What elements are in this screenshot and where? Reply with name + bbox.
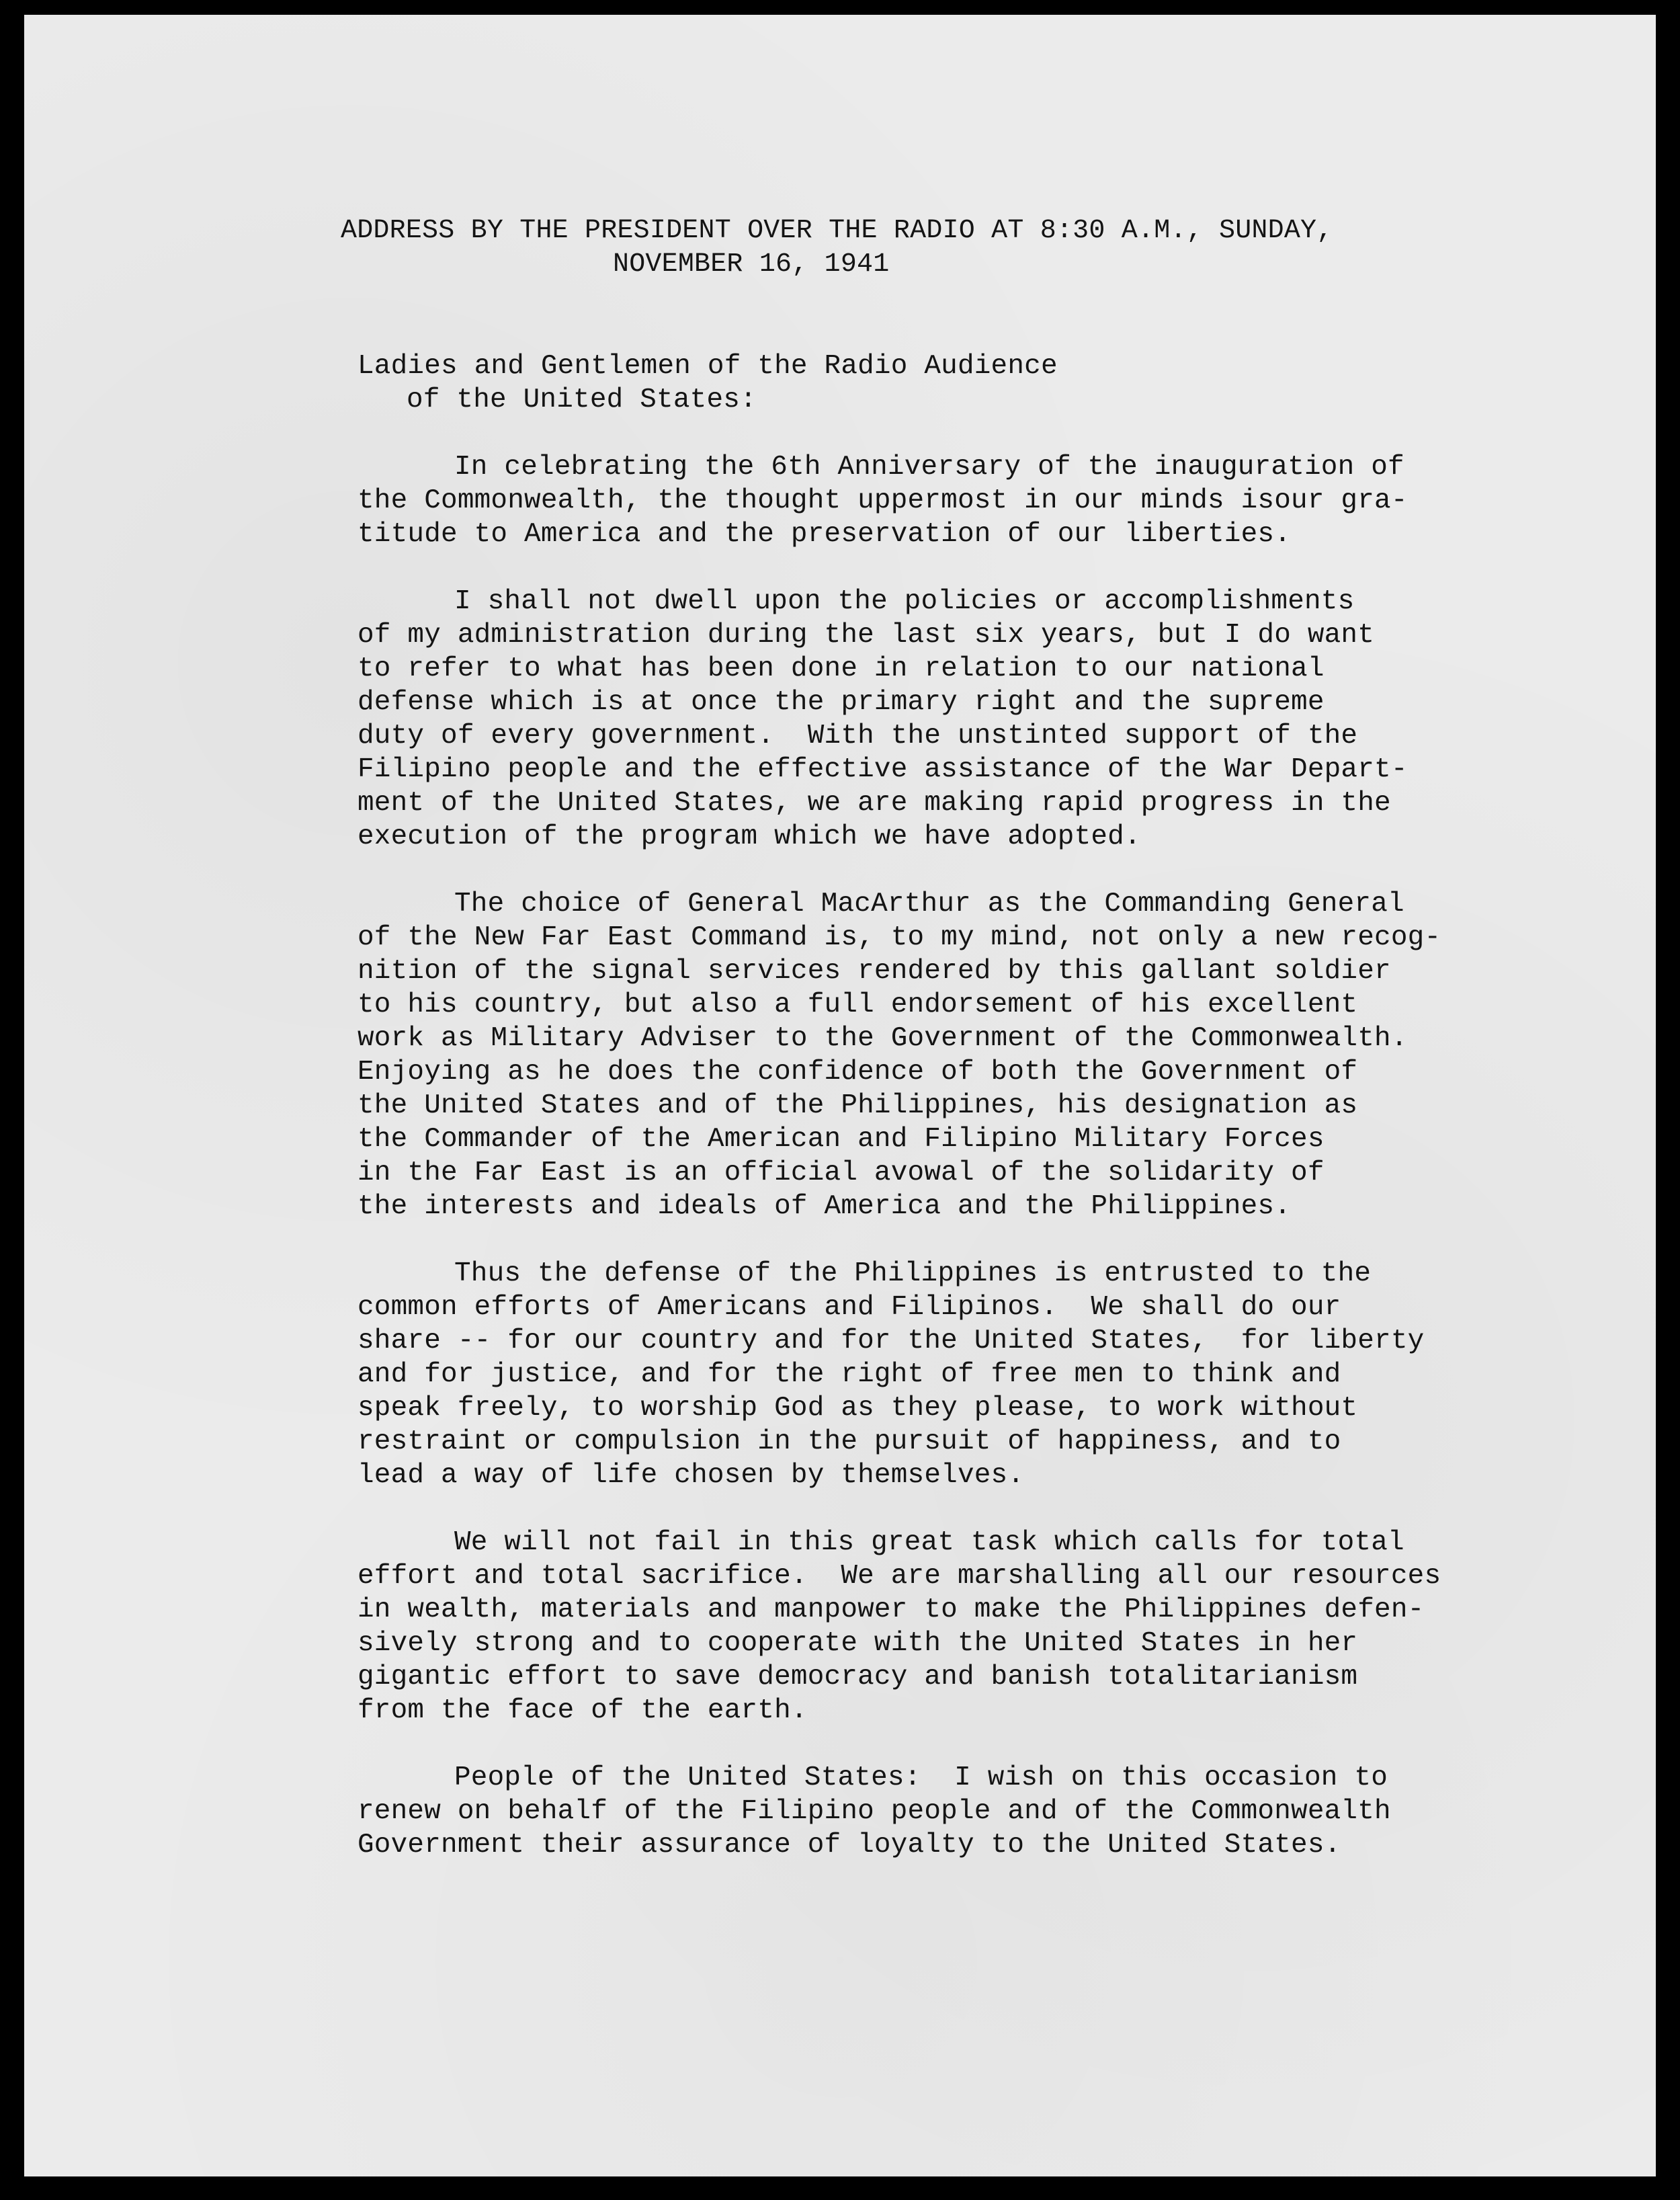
paragraph-line: in the Far East is an official avowal of the solidarity of xyxy=(358,1157,1325,1188)
paragraph-line: in wealth, materials and manpower to make the Philippines defen- xyxy=(358,1594,1425,1625)
paragraph-line: the Commander of the American and Filipino Military Forces xyxy=(358,1124,1325,1155)
paragraph-line: ment of the United States, we are making rapid progress in the xyxy=(358,788,1391,819)
paragraph-line: the Commonwealth, the thought uppermost in our minds isour gra- xyxy=(358,485,1408,516)
paragraph-line: work as Military Adviser to the Government of the Commonwealth. xyxy=(358,1023,1408,1054)
paragraph-line: lead a way of life chosen by themselves. xyxy=(358,1460,1025,1491)
paragraph-line: of my administration during the last six years, but I do want xyxy=(358,620,1375,651)
paragraph-line: We will not fail in this great task which calls for total xyxy=(454,1527,1404,1558)
paragraph-line: Enjoying as he does the confidence of both the Government of xyxy=(358,1057,1358,1088)
paragraph-line: the United States and of the Philippines, his designation as xyxy=(358,1090,1358,1121)
salutation-line: Ladies and Gentlemen of the Radio Audience xyxy=(358,351,1058,382)
paragraph-line: execution of the program which we have adopted. xyxy=(358,821,1141,852)
paragraph-line: People of the United States: I wish on this occasion to xyxy=(454,1762,1388,1793)
paragraph-line: titude to America and the preservation of our liberties. xyxy=(358,519,1292,550)
paragraph-line: renew on behalf of the Filipino people and of the Commonwealth xyxy=(358,1796,1391,1827)
paragraph-line: defense which is at once the primary right and the supreme xyxy=(358,687,1325,718)
paragraph-line: to refer to what has been done in relation to our national xyxy=(358,653,1325,684)
paragraph-line: restraint or compulsion in the pursuit of happiness, and to xyxy=(358,1426,1341,1457)
paragraph-line: from the face of the earth. xyxy=(358,1695,808,1726)
paragraph-line: common efforts of Americans and Filipinos. We shall do our xyxy=(358,1292,1341,1323)
paragraph-line: nition of the signal services rendered by this gallant soldier xyxy=(358,956,1391,987)
paragraph-line: In celebrating the 6th Anniversary of the inauguration of xyxy=(454,452,1404,483)
salutation-line: of the United States: xyxy=(407,384,757,415)
paragraph-line: and for justice, and for the right of free men to think and xyxy=(358,1359,1341,1390)
heading-line: ADDRESS BY THE PRESIDENT OVER THE RADIO AT 8:30 A.M., SUNDAY, xyxy=(341,216,1333,246)
paragraph-line: Government their assurance of loyalty to the United States. xyxy=(358,1830,1341,1861)
paragraph-line: to his country, but also a full endorsement of his excellent xyxy=(358,989,1358,1020)
paragraph-line: Filipino people and the effective assistance of the War Depart- xyxy=(358,754,1408,785)
paragraph-line: gigantic effort to save democracy and banish totalitarianism xyxy=(358,1662,1358,1693)
paragraph-line: sively strong and to cooperate with the United States in her xyxy=(358,1628,1358,1659)
document-page xyxy=(24,15,1656,2176)
paragraph-line: The choice of General MacArthur as the Commanding General xyxy=(454,889,1404,920)
paragraph-line: Thus the defense of the Philippines is entrusted to the xyxy=(454,1258,1372,1289)
paragraph-line: the interests and ideals of America and the Philippines. xyxy=(358,1191,1292,1222)
paragraph-line: share -- for our country and for the United States, for liberty xyxy=(358,1326,1425,1356)
heading-line: NOVEMBER 16, 1941 xyxy=(613,249,890,280)
paragraph-line: I shall not dwell upon the policies or accomplishments xyxy=(454,586,1355,617)
paragraph-line: of the New Far East Command is, to my mind, not only a new recog- xyxy=(358,922,1441,953)
paragraph-line: duty of every government. With the unstinted support of the xyxy=(358,721,1358,751)
paragraph-line: effort and total sacrifice. We are marshalling all our resources xyxy=(358,1561,1441,1592)
paragraph-line: speak freely, to worship God as they please, to work without xyxy=(358,1393,1358,1424)
